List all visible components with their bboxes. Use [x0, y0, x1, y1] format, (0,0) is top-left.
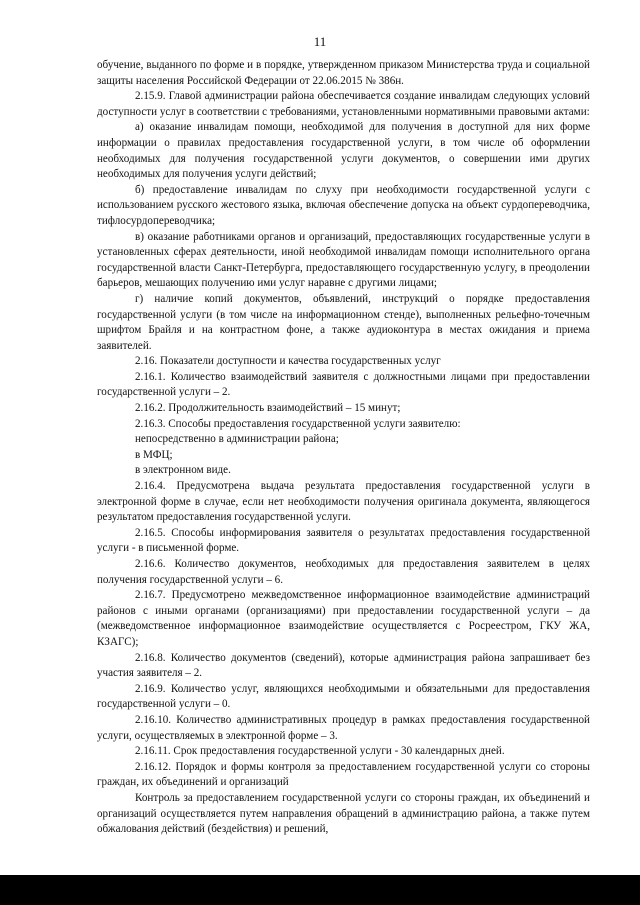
paragraph: обучение, выданного по форме и в порядке, утвержденном приказом Министерства труда и социальной защиты населения Российской Федерации от 22.06.2015 № 386н. — [97, 59, 590, 87]
paragraph: 2.16.9. Количество услуг, являющихся необходимыми и обязательными для предоставления государственной услуги – 0. — [97, 682, 590, 711]
paragraph: 2.16.12. Порядок и формы контроля за предоставлением государственной услуги со стороны граждан, их объединений и организаций — [97, 760, 590, 789]
paragraph: непосредственно в администрации района; — [135, 433, 339, 446]
paragraph: 2.16.5. Способы информирования заявителя о результатах предоставления государственной услуги - в письменной форме. — [97, 526, 590, 555]
paragraph: 2.16.2. Продолжительность взаимодействий – 15 минут; — [135, 402, 401, 415]
paragraph: в) оказание работниками органов и организаций, предоставляющих государственные услуги в установленных сферах деятельности, иной необходимой инвалидам помощи исполнительного органа государственной власти Санкт-Петербурга, предоставляющего государственную услугу, в преодолении барьеров, мешающих получению ими услуг наравне с другими лицами; — [97, 230, 590, 290]
paragraph: Контроль за предоставлением государственной услуги со стороны граждан, их объединений и организаций осуществляется путем направления обращений в администрацию района, а также путем обжалования действий (бездействия) и решений, — [97, 791, 590, 836]
paragraph: б) предоставление инвалидам по слуху при необходимости государственной услуги с использованием русского жестового языка, включая обеспечение допуска на объект сурдопереводчика, тифлосурдопереводчика; — [97, 183, 590, 227]
paragraph: 2.16. Показатели доступности и качества государственных услуг — [135, 355, 441, 368]
paragraph: 2.15.9. Главой администрации района обеспечивается создание инвалидам следующих условий доступности услуг в соответствии с требованиями, установленными нормативными правовыми актами: — [97, 90, 590, 118]
paragraph: 2.16.10. Количество административных процедур в рамках предоставления государственной услуги, осуществляемых в электронной форме – 3. — [97, 713, 590, 742]
scan-bottom-edge — [0, 875, 640, 905]
paragraph: 2.16.8. Количество документов (сведений), которые администрация района запрашивает без участия заявителя – 2. — [97, 651, 590, 680]
paragraph: 2.16.7. Предусмотрено межведомственное информационное взаимодействие администраций районов с иными органами (организациями) при предоставлении государственной услуги – да (межведомственное информационное взаимодействие осуществляется с Росреестром, ГКУ ЖА, КЗАГС); — [97, 589, 590, 648]
paragraph: 2.16.1. Количество взаимодействий заявителя с должностными лицами при предоставлении государственной услуги – 2. — [97, 370, 590, 399]
paragraph: в МФЦ; — [135, 448, 173, 461]
paragraph: 2.16.4. Предусмотрена выдача результата предоставления государственной услуги в электронной форме в случае, если нет необходимости получения оригинала документа, являющегося результатом предоставления государственной услуги. — [97, 480, 590, 524]
paragraph: 2.16.11. Срок предоставления государственной услуги - 30 календарных дней. — [135, 745, 505, 758]
document-body — [97, 58, 590, 838]
paragraph: 2.16.3. Способы предоставления государственной услуги заявителю: — [135, 417, 461, 430]
paragraph: в электронном виде. — [135, 464, 231, 477]
paragraph: 2.16.6. Количество документов, необходимых для предоставления заявителем в целях получения государственной услуги – 6. — [97, 558, 590, 586]
paragraph: г) наличие копий документов, объявлений, инструкций о порядке предоставления государственной услуги (в том числе на информационном стенде), выполненных рельефно-точечным шрифтом Брайля и на контрастном фоне, а также аудиоконтура в местах ожидания и приема заявителей. — [97, 292, 590, 352]
paragraph: а) оказание инвалидам помощи, необходимой для получения в доступной для них форме информации о правилах предоставления государственной услуги, в том числе об оформлении необходимых для получения государственной услуги документов, о совершении ими других необходимых для получения услуги действий; — [97, 121, 590, 181]
page-number: 11 — [313, 34, 327, 49]
